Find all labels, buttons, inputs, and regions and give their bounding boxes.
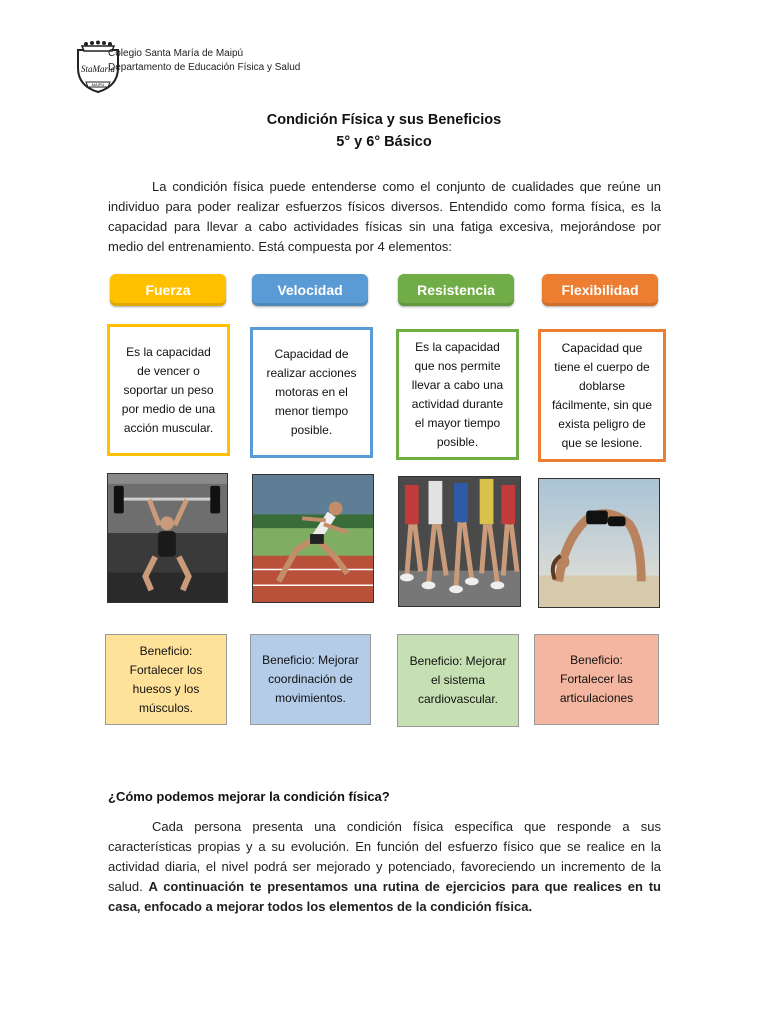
svg-text:StaMaria: StaMaria (80, 64, 116, 74)
definition-fuerza (107, 324, 230, 456)
definition-resistencia (396, 329, 519, 460)
svg-text:MAIPÚ: MAIPÚ (91, 82, 105, 87)
pill-flexibilidad: Flexibilidad (542, 274, 658, 306)
definition-text: Es la capacidad que nos permite llevar a cabo una actividad durante el mayor tiempo posible. (411, 339, 504, 449)
page-subtitle: 5° y 6° Básico (336, 134, 432, 150)
benefit-velocidad (250, 634, 371, 725)
intro-paragraph (108, 177, 661, 257)
school-name: Colegio Santa María de Maipú (108, 48, 244, 59)
benefit-resistencia (397, 634, 519, 727)
backbend-photo (538, 478, 660, 608)
benefit-fuerza (105, 634, 227, 725)
weightlifting-photo (107, 473, 228, 603)
benefit-text: Beneficio: Mejorar coordinación de movimientos. (262, 653, 359, 705)
sprinter-photo (252, 474, 374, 603)
pill-velocidad: Velocidad (252, 274, 368, 306)
benefit-text: Beneficio: Fortalecer los huesos y los músculos. (129, 643, 203, 715)
marathon-runners-photo (398, 476, 521, 607)
benefit-text: Beneficio: Mejorar el sistema cardiovascular. (409, 654, 507, 706)
intro-text: La condición física puede entenderse como el conjunto de cualidades que reúne un individuo para poder realizar esfuerzos físicos diversos. Entendido como forma física, es la capacidad para llevar a cabo actividades físicas sin una fatiga excesiva, mejorándose por medio del entrenamiento. Está compuesta por 4 elementos: (108, 179, 661, 254)
pill-resistencia: Resistencia (398, 274, 514, 306)
definition-velocidad (250, 327, 373, 458)
closing-text: Cada persona presenta una condición física específica que responde a sus características propias y a su evolución. En función del esfuerzo físico que se realice en la actividad diaria, el nivel podrá ser mejorado y potenciado, favoreciendo un incremento de la salud. (108, 819, 661, 894)
closing-bold-text: A continuación te presentamos una rutina de ejercicios para que realices en tu casa, enfocado a mejorar todos los elementos de la condición física. (108, 879, 661, 914)
definition-text: Capacidad que tiene el cuerpo de doblarse fácilmente, sin que exista peligro de que se lesione. (551, 340, 653, 450)
closing-paragraph (108, 817, 661, 917)
school-header (108, 47, 300, 75)
definition-text: Es la capacidad de vencer o soportar un peso por medio de una acción muscular. (121, 344, 216, 435)
benefit-flexibilidad (534, 634, 659, 725)
pill-fuerza: Fuerza (110, 274, 226, 306)
department-name: Departamento de Educación Física y Salud (108, 62, 301, 73)
definition-text: Capacidad de realizar acciones motoras en el menor tiempo posible. (266, 347, 357, 437)
section-question: ¿Cómo podemos mejorar la condición física? (108, 789, 390, 804)
benefit-text: Beneficio: Fortalecer las articulaciones (559, 653, 634, 705)
page-title: Condición Física y sus Beneficios (266, 112, 502, 128)
definition-flexibilidad (538, 329, 666, 462)
